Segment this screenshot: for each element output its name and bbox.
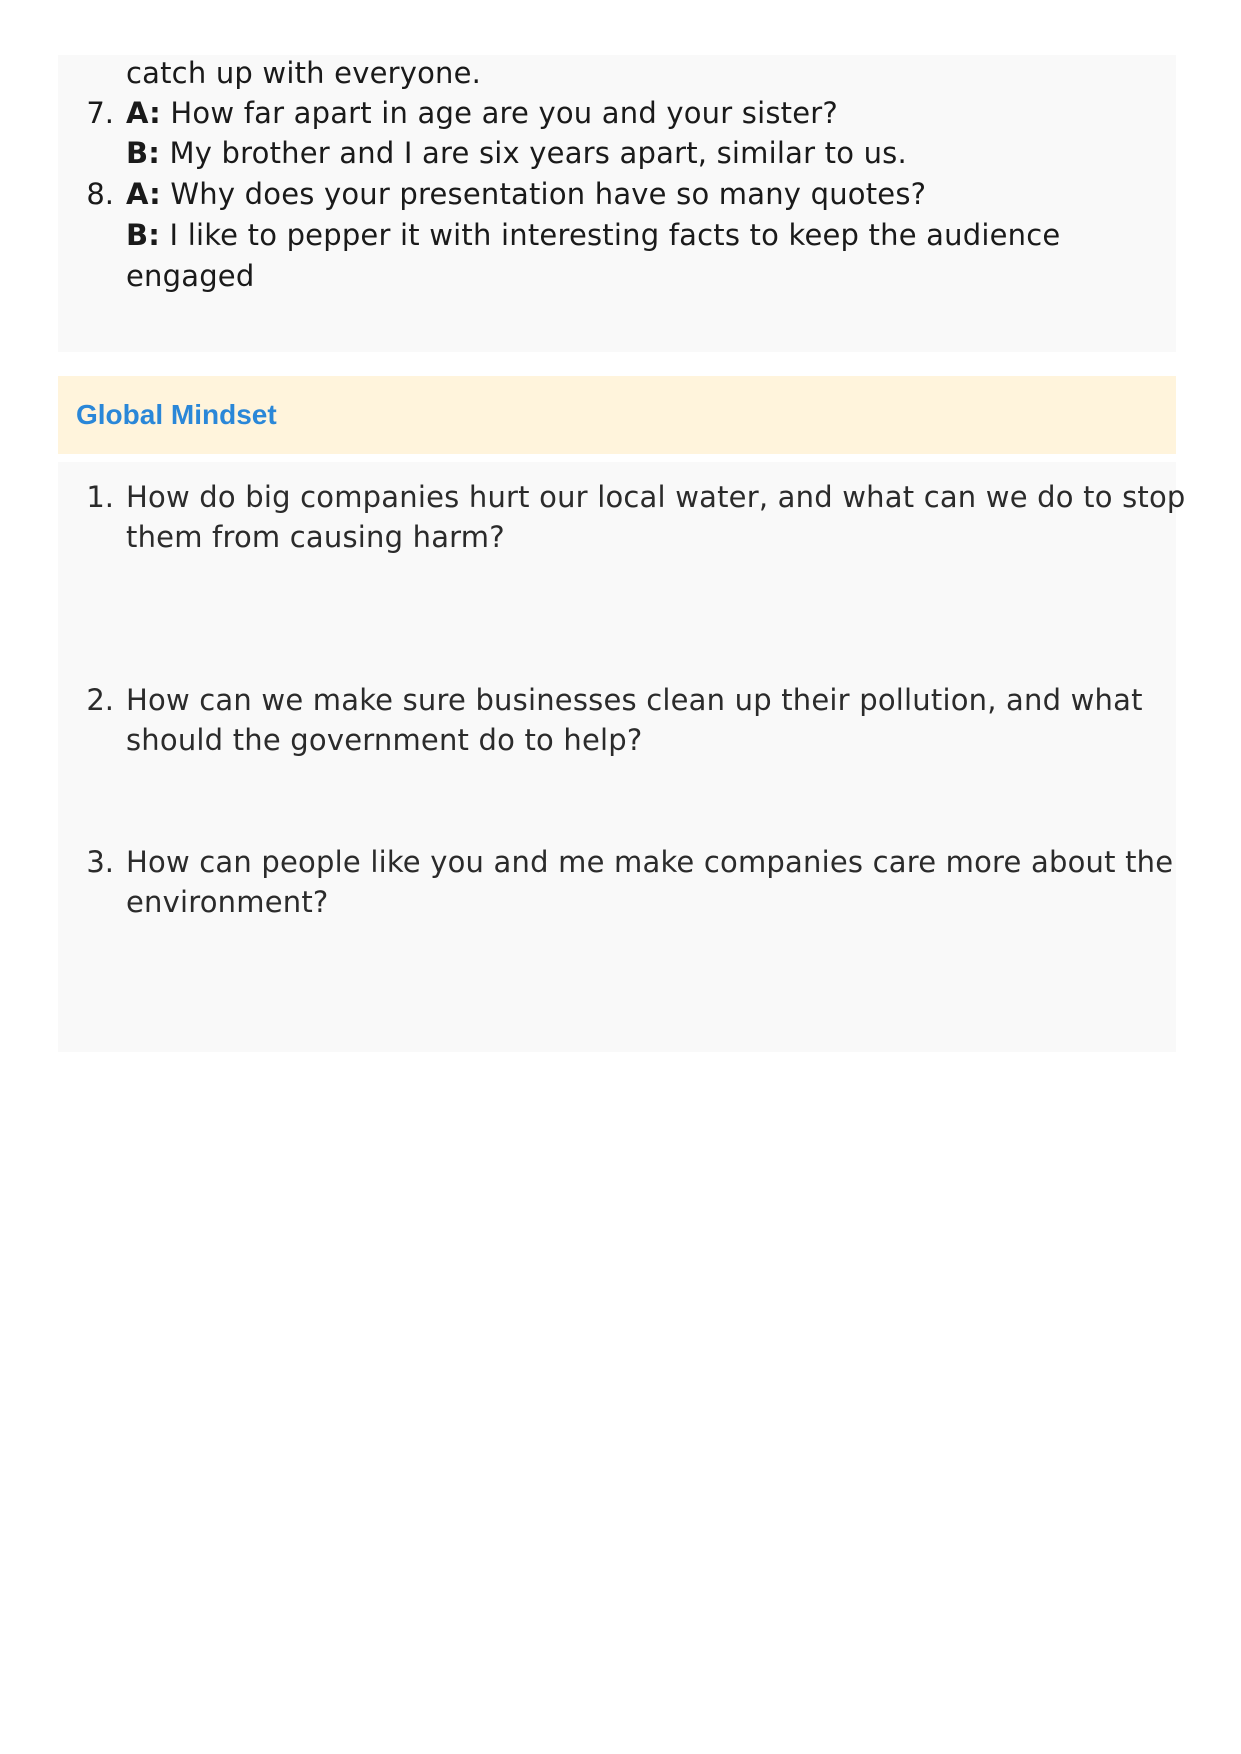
question-text-line: should the government do to help? [126,723,643,757]
question-text-line: environment? [126,885,329,919]
question-number: 2. [86,683,114,717]
question-text-line: How do big companies hurt our local water, and what can we do to stop [126,480,1186,514]
speaker-b-label: B: [126,136,161,170]
question-text-line: How can we make sure businesses clean up their pollution, and what [126,683,1143,717]
speaker-b-text: I like to pepper it with interesting facts to keep the audience [160,218,1061,252]
dialogue-item-number: 8. [86,177,114,211]
question-number: 1. [86,480,114,514]
speaker-b-text: My brother and I are six years apart, similar to us. [160,136,907,170]
question-text-line: them from causing harm? [126,520,505,554]
speaker-a-text: Why does your presentation have so many quotes? [160,177,927,211]
speaker-a-label: A: [126,96,161,130]
dialogue-line-b-continued: engaged [126,259,255,293]
section-header [58,376,1176,454]
question-number: 3. [86,845,114,879]
question-text-line: How can people like you and me make companies care more about the [126,845,1174,879]
dialogue-continuation: catch up with everyone. [126,56,482,90]
dialogue-line-a [126,174,926,214]
dialogue-item-number: 7. [86,96,114,130]
speaker-a-label: A: [126,177,161,211]
dialogue-line-b [126,133,907,173]
section-title: Global Mindset [76,399,277,430]
dialogue-line-b [126,215,1060,255]
dialogue-line-a [126,93,838,133]
speaker-b-label: B: [126,218,161,252]
speaker-a-text: How far apart in age are you and your sister? [160,96,838,130]
